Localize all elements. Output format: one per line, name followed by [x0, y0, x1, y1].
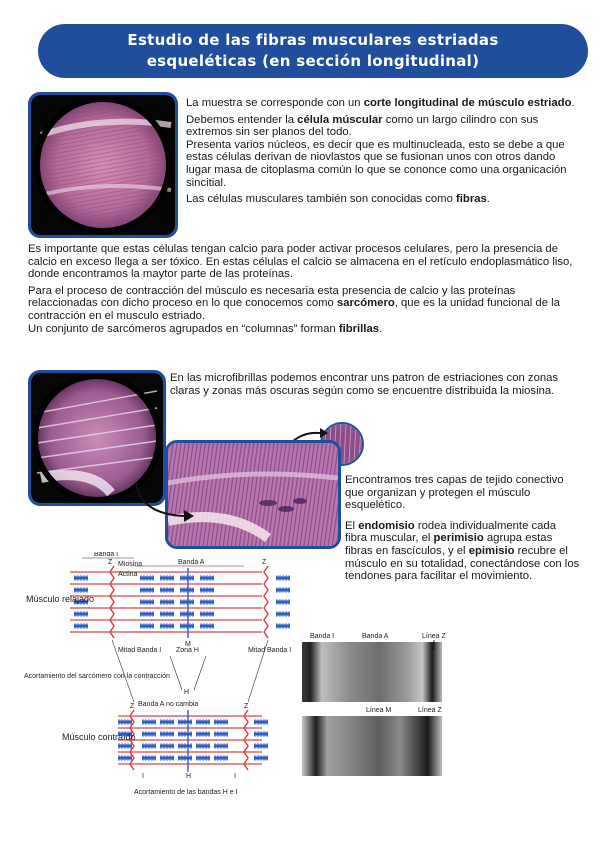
em-label-linea-z-2: Línea Z — [418, 707, 442, 714]
label-actina: Actina — [118, 571, 138, 578]
calcium-p3-a: Un conjunto de sarcómeros agrupados en “columnas” forman — [28, 322, 339, 335]
intro-p1 — [186, 97, 576, 110]
page-title — [38, 24, 588, 78]
intro-p2-c: como un largo cilindro con sus extremos sin ser planos del todo. — [186, 113, 539, 139]
label-banda-i: Banda I — [94, 552, 119, 558]
label-h-top: H — [184, 689, 190, 696]
intro-text — [186, 97, 576, 210]
label-musculo-contraido: Músculo contraído — [62, 732, 136, 742]
label-z-contracted-left: Z — [130, 703, 135, 710]
intro-p4-c: . — [486, 193, 490, 206]
label-acortamiento-bandas: Acortamiento de las bandas H e I — [134, 789, 238, 796]
em-label-linea-z: Línea Z — [422, 633, 446, 640]
intro-p4 — [186, 193, 576, 206]
label-i-right: I — [234, 773, 236, 780]
label-mitad-banda-i-right: Mitad Banda I — [248, 647, 292, 654]
label-z-contracted-right: Z — [244, 703, 249, 710]
em-labels — [300, 628, 450, 718]
calcium-p3-bold: fibrillas — [338, 322, 380, 335]
intro-p2-a: Debemos entender la — [186, 113, 298, 126]
em-label-banda-i: Banda I — [310, 633, 335, 640]
tissue-p2-c: rodea individualmente cada fibra muscular, el — [345, 519, 556, 545]
intro-p1-c: . — [571, 97, 575, 109]
microfibrils-text: En las microfibrillas podemos encontrar uns patron de estriaciones con zonas claras y zonas más oscuras según como se encuentre distribuida la miosina. — [170, 372, 559, 397]
calcium-p3-c: . — [379, 322, 383, 335]
intro-p4-bold: fibras — [456, 193, 487, 206]
intro-p2 — [186, 114, 576, 139]
intro-p1-bold: corte longitudinal de músculo estriado — [363, 97, 572, 109]
label-z-left: Z — [108, 559, 113, 566]
label-mitad-banda-i-left: Mitad Banda I — [118, 647, 162, 654]
intro-p1-a: La muestra se corresponde con un — [186, 97, 364, 109]
em-contracted — [302, 716, 442, 776]
relaxed-sarcomere — [70, 558, 290, 638]
calcium-p2 — [28, 285, 576, 323]
label-acortamiento: Acortamiento del sarcómero con la contracción — [24, 673, 170, 680]
tissue-endomisio: endomisio — [358, 519, 415, 532]
label-banda-a-no-cambia: Banda A no cambia — [138, 701, 199, 708]
label-zona-h: Zona H — [176, 647, 199, 654]
arrow-to-detail — [130, 480, 200, 530]
label-h-bottom: H — [186, 773, 192, 780]
label-banda-a: Banda A — [178, 559, 205, 566]
label-i-left: I — [142, 773, 144, 780]
tissue-p1: Encontramos tres capas de tejido conectivo que organizan y protegen el músculo esquelético. — [345, 474, 564, 512]
calcium-p3 — [28, 323, 576, 336]
em-label-linea-m: Línea M — [366, 707, 392, 714]
calcium-p2-bold: sarcómero — [336, 297, 395, 310]
tissue-p2 — [345, 520, 580, 583]
label-musculo-relajado: Músculo relajado — [26, 594, 95, 604]
tissue-epimisio: epimisio — [468, 544, 515, 557]
micrograph-photo-1 — [28, 92, 178, 238]
sarcomere-diagram — [22, 552, 302, 802]
tissue-p2-e: agrupa estas fibras en fascículos, y el — [345, 532, 553, 557]
tissue-p2-a: El — [345, 519, 359, 532]
contracted-sarcomere — [118, 710, 268, 772]
calcium-p1: Es importante que estas células tengan calcio para poder activar procesos celulares, pero la presencia de calcio en exceso llega a ser tóxico. En estas células el calcio se almacena en el retículo endoplasmático liso, donde encontramos la maytor parte de las proteínas. — [28, 243, 573, 281]
title-line-2: esqueléticas (en sección longitudinal) — [146, 52, 480, 70]
label-z-right: Z — [262, 559, 267, 566]
tissue-p2-g: recubre el músculo en su totalidad, conectándose con los tendones para facilitar el movimiento. — [345, 544, 580, 583]
title-line-1: Estudio de las fibras musculares estriadas — [127, 31, 499, 49]
em-label-banda-a: Banda A — [362, 633, 389, 640]
intro-p3: Presenta varios núcleos, es decir que es multinucleada, esto se debe a que estas células derivan de niovlastos que se fusionan unos con otros dando lugar masa de citoplasma común lo que se cononce como una organicación sincitial. — [186, 138, 567, 189]
label-m: M — [185, 641, 191, 648]
calcium-p2-c: , que es la unidad funcional de la contracción en el musculo estriado. — [28, 297, 560, 322]
label-miosina: Miosina — [118, 561, 143, 568]
calcium-text — [28, 243, 576, 339]
intro-p2-bold: célula múscular — [297, 113, 383, 126]
calcium-p2-a: Para el proceso de contracción del músculo es necesaria esta presencia de calcio y las proteínas relaccionadas con dicho proceso en lo que conocemos como — [28, 284, 516, 310]
tissue-text — [345, 474, 580, 587]
tissue-perimisio: perimisio — [433, 532, 484, 545]
intro-p4-a: Las células musculares también son conocidas como — [186, 193, 457, 206]
